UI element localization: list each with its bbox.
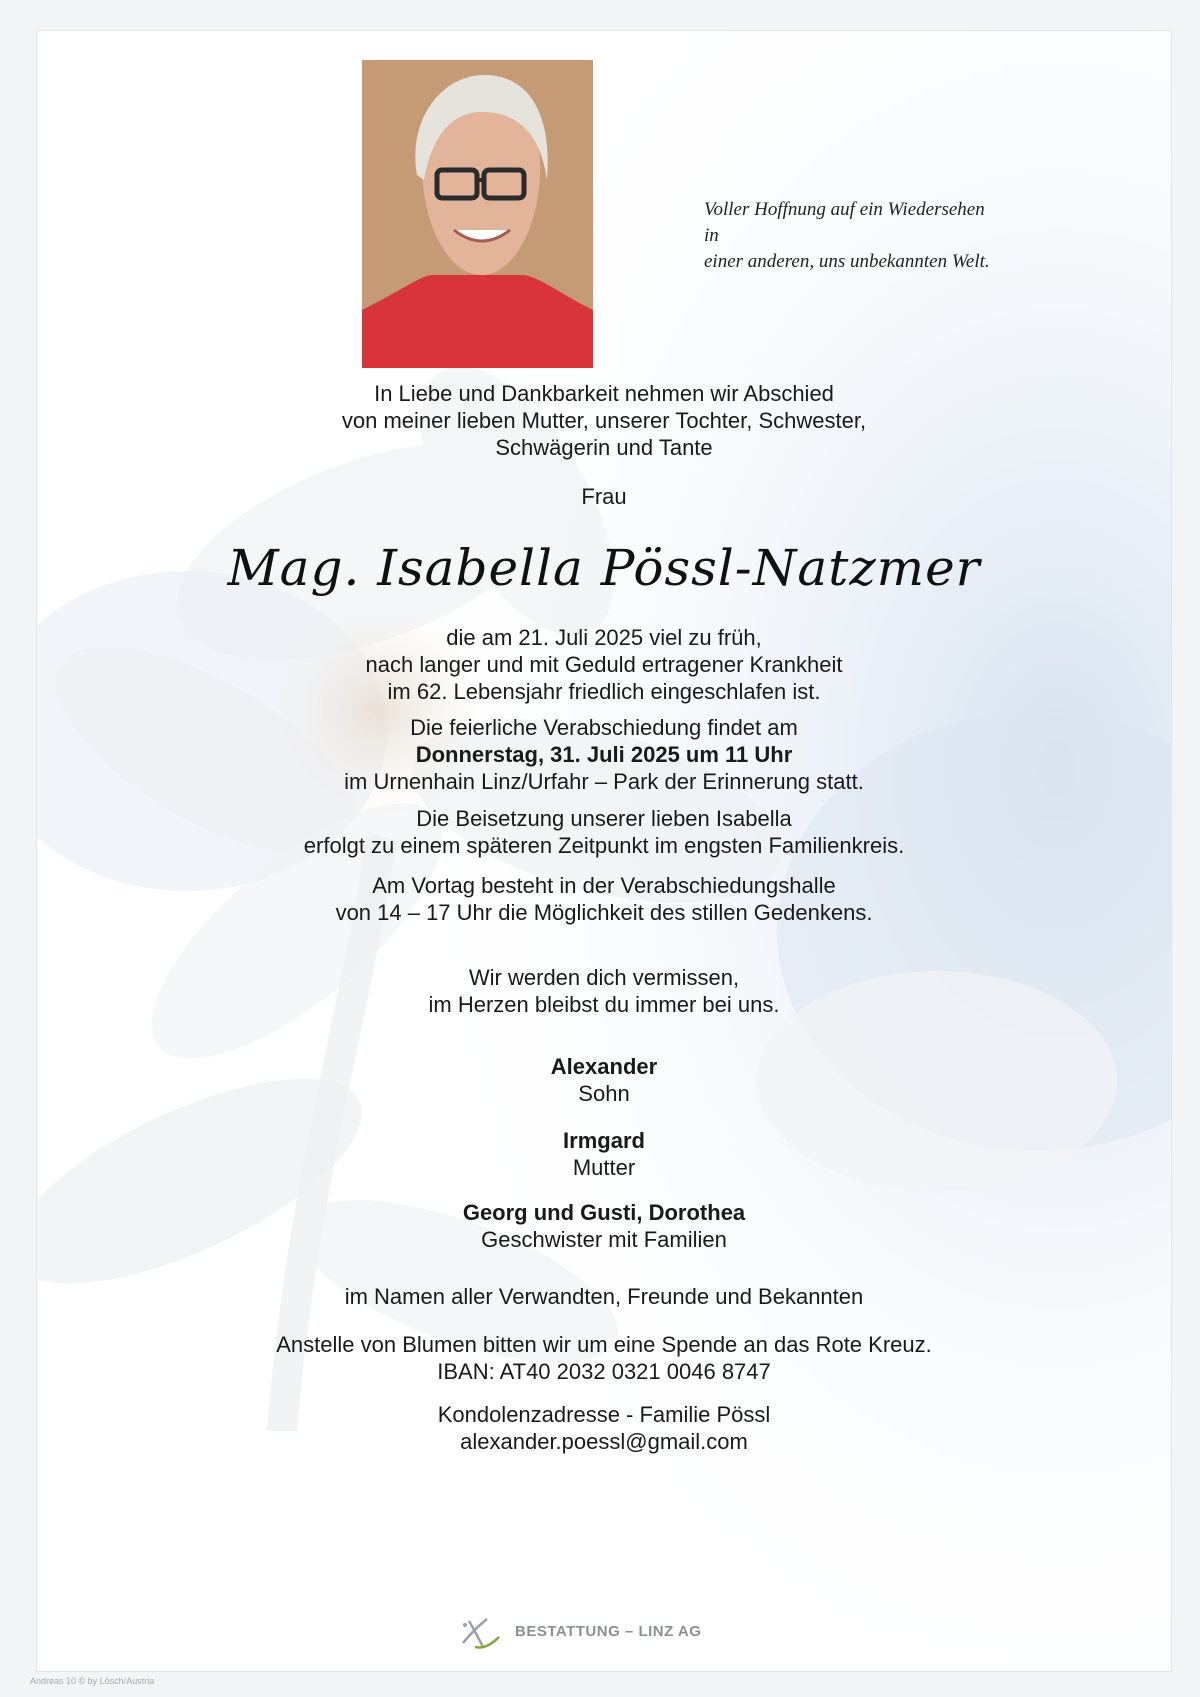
intro-line: Schwägerin und Tante xyxy=(495,435,713,460)
salutation: Frau xyxy=(581,484,627,509)
portrait-photo xyxy=(362,60,593,368)
ceremony-line: Die feierliche Verabschiedung findet am xyxy=(410,715,798,740)
vigil-line: von 14 – 17 Uhr die Möglichkeit des stillen Gedenkens. xyxy=(335,900,873,925)
iban: IBAN: AT40 2032 0321 0046 8747 xyxy=(437,1359,771,1384)
memorial-quote xyxy=(704,197,1004,275)
ceremony-details xyxy=(37,714,1171,795)
donation-request xyxy=(37,1331,1171,1385)
mourner-name: Alexander xyxy=(550,1054,658,1079)
death-line: die am 21. Juli 2025 viel zu früh, xyxy=(446,625,762,650)
ceremony-line: im Urnenhain Linz/Urfahr – Park der Erinnerung statt. xyxy=(344,769,864,794)
condolence-email: alexander.poessl@gmail.com xyxy=(460,1429,748,1454)
funeral-home-name: BESTATTUNG – LINZ AG xyxy=(515,1623,702,1640)
death-notice xyxy=(37,624,1171,705)
death-line: im 62. Lebensjahr friedlich eingeschlafen ist. xyxy=(387,679,821,704)
mourner xyxy=(37,1127,1171,1181)
obituary-page xyxy=(36,30,1172,1672)
mourner xyxy=(37,1199,1171,1253)
intro-line: In Liebe und Dankbarkeit nehmen wir Abschied xyxy=(374,381,834,406)
donation-line: Anstelle von Blumen bitten wir um eine Spende an das Rote Kreuz. xyxy=(276,1332,932,1357)
vigil-details xyxy=(37,872,1171,926)
mourner-relation: Mutter xyxy=(572,1155,636,1180)
condolence-line: Kondolenzadresse - Familie Pössl xyxy=(437,1402,771,1427)
burial-details xyxy=(37,805,1171,859)
intro-line: von meiner lieben Mutter, unserer Tochter, Schwester, xyxy=(341,408,867,433)
death-line: nach langer und mit Geduld ertragener Krankheit xyxy=(365,652,843,677)
farewell-text xyxy=(37,964,1171,1018)
mourner xyxy=(37,1053,1171,1107)
linz-bestattung-logo-icon xyxy=(457,1613,503,1653)
burial-line: erfolgt zu einem späteren Zeitpunkt im engsten Familienkreis. xyxy=(303,833,905,858)
quote-line: Voller Hoffnung auf ein Wiedersehen in xyxy=(704,199,985,246)
farewell-line: im Herzen bleibst du immer bei uns. xyxy=(428,992,780,1017)
on-behalf-text: im Namen aller Verwandten, Freunde und Bekannten xyxy=(344,1284,864,1309)
condolence-address xyxy=(37,1401,1171,1455)
template-credit: Andreas 10 © by Lösch/Austria xyxy=(30,1676,155,1686)
intro-text xyxy=(37,380,1171,461)
mourner-relation: Geschwister mit Familien xyxy=(481,1227,727,1252)
ceremony-date: Donnerstag, 31. Juli 2025 um 11 Uhr xyxy=(415,742,793,767)
farewell-line: Wir werden dich vermissen, xyxy=(468,965,740,990)
mourner-name: Irmgard xyxy=(563,1128,645,1153)
deceased-name: Mag. Isabella Pössl-Natzmer xyxy=(227,539,981,597)
funeral-home-logo xyxy=(457,1613,757,1653)
mourner-relation: Sohn xyxy=(578,1081,630,1106)
burial-line: Die Beisetzung unserer lieben Isabella xyxy=(416,806,792,831)
portrait-icon xyxy=(362,60,593,368)
vigil-line: Am Vortag besteht in der Verabschiedungshalle xyxy=(372,873,836,898)
quote-line: einer anderen, uns unbekannten Welt. xyxy=(704,251,990,272)
mourner-name: Georg und Gusti, Dorothea xyxy=(462,1200,746,1225)
